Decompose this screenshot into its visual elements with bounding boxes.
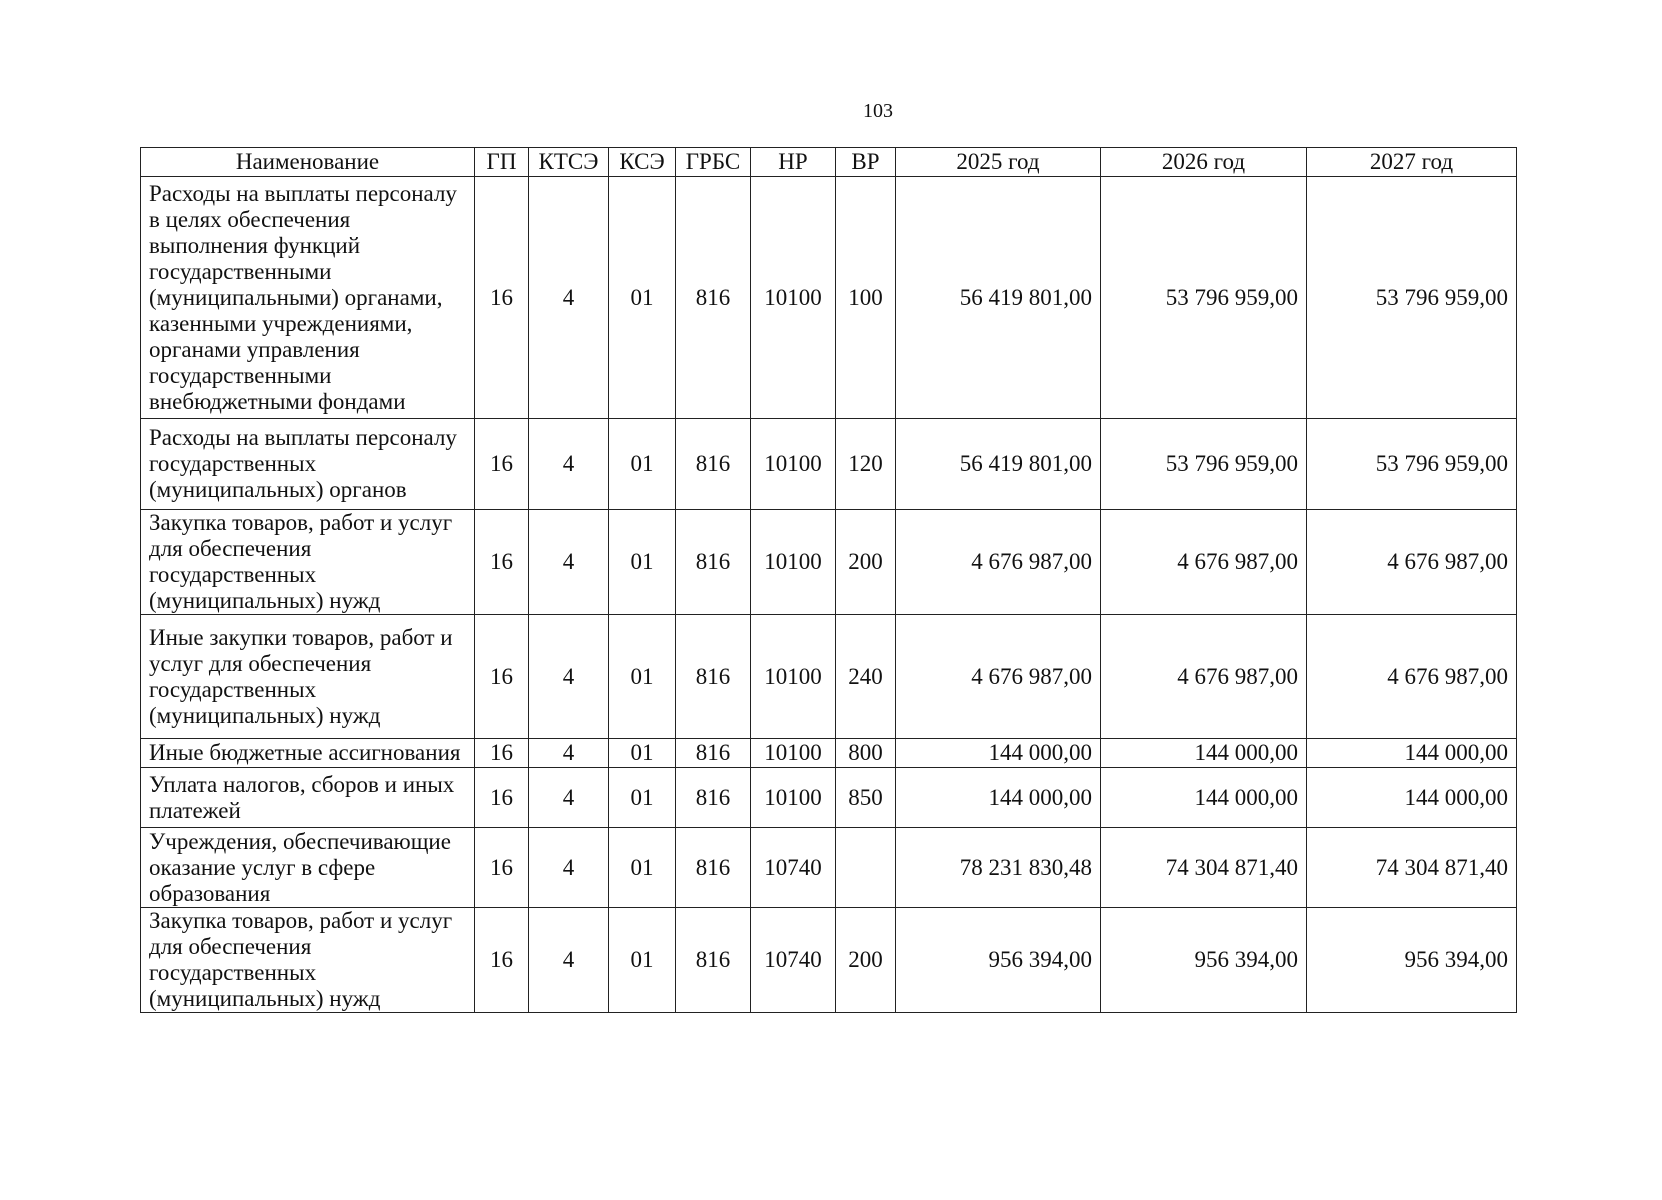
row-2026: 144 000,00 — [1101, 768, 1307, 828]
row-ktse: 4 — [529, 768, 609, 828]
row-name: Расходы на выплаты персоналу государственных (муниципальных) органов — [141, 419, 475, 510]
row-ktse: 4 — [529, 828, 609, 908]
row-gp: 16 — [475, 615, 529, 739]
row-2025: 956 394,00 — [896, 908, 1101, 1013]
row-kse: 01 — [609, 419, 676, 510]
row-name: Иные бюджетные ассигнования — [141, 739, 475, 768]
row-2025: 56 419 801,00 — [896, 419, 1101, 510]
header-2027: 2027 год — [1307, 148, 1517, 177]
row-vr: 120 — [836, 419, 896, 510]
row-name: Учреждения, обеспечивающие оказание услуг в сфере образования — [141, 828, 475, 908]
header-name: Наименование — [141, 148, 475, 177]
row-gp: 16 — [475, 739, 529, 768]
row-nr: 10100 — [751, 177, 836, 419]
row-nr: 10100 — [751, 419, 836, 510]
header-ktse: КТСЭ — [529, 148, 609, 177]
row-2026: 4 676 987,00 — [1101, 510, 1307, 615]
row-name: Иные закупки товаров, работ и услуг для обеспечения государственных (муниципальных) нужд — [141, 615, 475, 739]
row-grbs: 816 — [676, 768, 751, 828]
row-name: Уплата налогов, сборов и иных платежей — [141, 768, 475, 828]
row-kse: 01 — [609, 768, 676, 828]
row-2026: 53 796 959,00 — [1101, 177, 1307, 419]
table-row — [141, 177, 1517, 419]
row-2026: 144 000,00 — [1101, 739, 1307, 768]
row-nr: 10100 — [751, 615, 836, 739]
table-row — [141, 908, 1517, 1013]
row-2025: 78 231 830,48 — [896, 828, 1101, 908]
row-ktse: 4 — [529, 739, 609, 768]
row-2026: 74 304 871,40 — [1101, 828, 1307, 908]
row-grbs: 816 — [676, 908, 751, 1013]
row-name: Закупка товаров, работ и услуг для обеспечения государственных (муниципальных) нужд — [141, 908, 475, 1013]
row-2027: 53 796 959,00 — [1307, 177, 1517, 419]
header-kse: КСЭ — [609, 148, 676, 177]
row-nr: 10100 — [751, 739, 836, 768]
header-2025: 2025 год — [896, 148, 1101, 177]
row-grbs: 816 — [676, 739, 751, 768]
table-row — [141, 419, 1517, 510]
row-2025: 4 676 987,00 — [896, 510, 1101, 615]
table-row — [141, 510, 1517, 615]
row-kse: 01 — [609, 177, 676, 419]
row-2025: 144 000,00 — [896, 739, 1101, 768]
row-ktse: 4 — [529, 908, 609, 1013]
row-2027: 4 676 987,00 — [1307, 615, 1517, 739]
row-2027: 4 676 987,00 — [1307, 510, 1517, 615]
row-vr: 800 — [836, 739, 896, 768]
row-2025: 144 000,00 — [896, 768, 1101, 828]
page-number: 103 — [863, 100, 893, 122]
row-2025: 4 676 987,00 — [896, 615, 1101, 739]
row-vr: 240 — [836, 615, 896, 739]
row-2025: 56 419 801,00 — [896, 177, 1101, 419]
row-2027: 74 304 871,40 — [1307, 828, 1517, 908]
row-grbs: 816 — [676, 828, 751, 908]
row-kse: 01 — [609, 510, 676, 615]
row-ktse: 4 — [529, 510, 609, 615]
row-2027: 144 000,00 — [1307, 768, 1517, 828]
row-grbs: 816 — [676, 615, 751, 739]
row-kse: 01 — [609, 828, 676, 908]
budget-table — [140, 147, 1517, 1013]
row-kse: 01 — [609, 739, 676, 768]
table-row — [141, 615, 1517, 739]
row-vr: 200 — [836, 908, 896, 1013]
row-ktse: 4 — [529, 615, 609, 739]
row-nr: 10100 — [751, 510, 836, 615]
row-nr: 10740 — [751, 908, 836, 1013]
table-row — [141, 739, 1517, 768]
row-gp: 16 — [475, 177, 529, 419]
row-name: Закупка товаров, работ и услуг для обеспечения государственных (муниципальных) нужд — [141, 510, 475, 615]
row-gp: 16 — [475, 768, 529, 828]
row-vr: 200 — [836, 510, 896, 615]
header-2026: 2026 год — [1101, 148, 1307, 177]
table-row — [141, 828, 1517, 908]
row-vr — [836, 828, 896, 908]
row-vr: 100 — [836, 177, 896, 419]
row-kse: 01 — [609, 615, 676, 739]
row-2027: 144 000,00 — [1307, 739, 1517, 768]
row-grbs: 816 — [676, 177, 751, 419]
row-2026: 53 796 959,00 — [1101, 419, 1307, 510]
row-2027: 956 394,00 — [1307, 908, 1517, 1013]
row-2026: 4 676 987,00 — [1101, 615, 1307, 739]
table-row — [141, 768, 1517, 828]
row-grbs: 816 — [676, 419, 751, 510]
row-ktse: 4 — [529, 177, 609, 419]
row-2026: 956 394,00 — [1101, 908, 1307, 1013]
row-gp: 16 — [475, 908, 529, 1013]
row-grbs: 816 — [676, 510, 751, 615]
header-gp: ГП — [475, 148, 529, 177]
header-nr: НР — [751, 148, 836, 177]
header-vr: ВР — [836, 148, 896, 177]
row-ktse: 4 — [529, 419, 609, 510]
row-vr: 850 — [836, 768, 896, 828]
row-nr: 10740 — [751, 828, 836, 908]
row-gp: 16 — [475, 419, 529, 510]
row-gp: 16 — [475, 510, 529, 615]
row-kse: 01 — [609, 908, 676, 1013]
row-nr: 10100 — [751, 768, 836, 828]
row-name: Расходы на выплаты персоналу в целях обеспечения выполнения функций государственными (муниципальными) органами, казенными учреждениями, органами управления государственными внебюджетными фондами — [141, 177, 475, 419]
table-header-row — [141, 148, 1517, 177]
header-grbs: ГРБС — [676, 148, 751, 177]
row-gp: 16 — [475, 828, 529, 908]
row-2027: 53 796 959,00 — [1307, 419, 1517, 510]
